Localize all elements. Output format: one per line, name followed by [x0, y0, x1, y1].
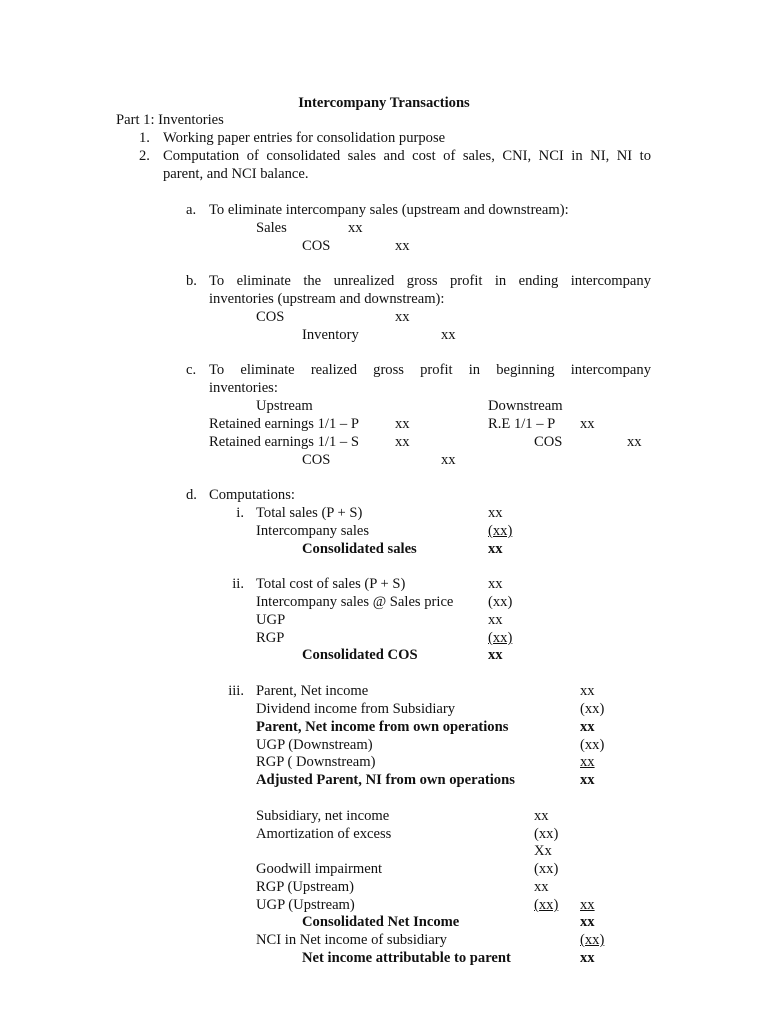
section-c-letter: c. [186, 362, 197, 378]
nci-amount: (xx) [580, 932, 605, 948]
down-cos-account: COS [534, 434, 563, 450]
comp-label: Subsidiary, net income [256, 808, 390, 824]
consolidated-sales-label: Consolidated sales [302, 541, 417, 557]
comp-label: Goodwill impairment [256, 861, 383, 877]
list-number-2: 2. [139, 148, 150, 164]
up-re-p-amount: xx [395, 416, 410, 432]
section-b-line2: inventories (upstream and downstream): [209, 291, 445, 307]
comp-label: RGP ( Downstream) [256, 754, 376, 770]
comp-amount: (xx) [534, 897, 559, 913]
comp-label: Parent, Net income [256, 683, 369, 699]
comp-label: UGP (Downstream) [256, 737, 373, 753]
comp-label: Total sales (P + S) [256, 505, 363, 521]
section-c-line2: inventories: [209, 380, 278, 396]
a-debit-account: Sales [256, 220, 287, 236]
comp-label: RGP (Upstream) [256, 879, 354, 895]
section-d-letter: d. [186, 487, 197, 503]
comp-amount: xx [488, 505, 503, 521]
section-c-line1: To eliminate realized gross profit in beginning intercompany [209, 362, 651, 378]
comp-amount: (xx) [488, 594, 513, 610]
comp-label: Intercompany sales [256, 523, 370, 539]
comp-amount-col2: xx [580, 897, 595, 913]
up-re-s-account: Retained earnings 1/1 – S [209, 434, 359, 450]
comp-amount: (xx) [580, 737, 605, 753]
b-credit-amount: xx [441, 327, 456, 343]
section-a-heading: To eliminate intercompany sales (upstream and downstream): [209, 202, 569, 218]
comp-amount: xx [534, 879, 549, 895]
consolidated-sales-amount: xx [488, 541, 503, 557]
upstream-label: Upstream [256, 398, 313, 414]
up-re-p-account: Retained earnings 1/1 – P [209, 416, 359, 432]
parent-ni-own-ops-amount: xx [580, 719, 595, 735]
section-b-line1: To eliminate the unrealized gross profit in ending intercompany [209, 273, 651, 289]
comp-amount: (xx) [488, 523, 513, 539]
comp-amount: xx [534, 808, 549, 824]
up-re-s-amount: xx [395, 434, 410, 450]
comp-amount: (xx) [580, 701, 605, 717]
comp-label: UGP (Upstream) [256, 897, 355, 913]
adjusted-parent-ni-amount: xx [580, 772, 595, 788]
up-cos-account: COS [302, 452, 331, 468]
comp-amount: xx [488, 612, 503, 628]
comp-amount: (xx) [534, 861, 559, 877]
a-credit-amount: xx [395, 238, 410, 254]
b-debit-account: COS [256, 309, 285, 325]
down-re-account: R.E 1/1 – P [488, 416, 556, 432]
comp-amount: Xx [534, 843, 552, 859]
up-cos-amount: xx [441, 452, 456, 468]
list-number-1: 1. [139, 130, 150, 146]
section-b-letter: b. [186, 273, 197, 289]
parent-ni-own-ops-label: Parent, Net income from own operations [256, 719, 509, 735]
consolidated-cos-amount: xx [488, 647, 503, 663]
roman-iii: iii. [228, 683, 244, 699]
comp-label: RGP [256, 630, 285, 646]
comp-label: Amortization of excess [256, 826, 392, 842]
consolidated-cos-label: Consolidated COS [302, 647, 418, 663]
roman-i: i. [236, 505, 244, 521]
ni-attributable-parent-amount: xx [580, 950, 595, 966]
downstream-label: Downstream [488, 398, 563, 414]
comp-label: Dividend income from Subsidiary [256, 701, 456, 717]
part-heading: Part 1: Inventories [116, 112, 224, 128]
ni-attributable-parent-label: Net income attributable to parent [302, 950, 511, 966]
comp-label: Total cost of sales (P + S) [256, 576, 406, 592]
down-cos-amount: xx [627, 434, 642, 450]
list-item-2-line2: parent, and NCI balance. [163, 166, 309, 182]
section-d-heading: Computations: [209, 487, 295, 503]
consolidated-net-income-amount: xx [580, 914, 595, 930]
comp-amount: xx [580, 683, 595, 699]
comp-amount: xx [488, 576, 503, 592]
down-re-amount: xx [580, 416, 595, 432]
comp-label: UGP [256, 612, 286, 628]
nci-label: NCI in Net income of subsidiary [256, 932, 447, 948]
consolidated-net-income-label: Consolidated Net Income [302, 914, 460, 930]
comp-amount: (xx) [488, 630, 513, 646]
list-item-2-line1: Computation of consolidated sales and cost of sales, CNI, NCI in NI, NI to [163, 148, 651, 164]
comp-amount: xx [580, 754, 595, 770]
list-item-1: Working paper entries for consolidation purpose [163, 130, 446, 146]
document-title: Intercompany Transactions [298, 95, 470, 111]
comp-label: Intercompany sales @ Sales price [256, 594, 454, 610]
adjusted-parent-ni-label: Adjusted Parent, NI from own operations [256, 772, 515, 788]
a-debit-amount: xx [348, 220, 363, 236]
comp-amount: (xx) [534, 826, 559, 842]
a-credit-account: COS [302, 238, 331, 254]
b-credit-account: Inventory [302, 327, 359, 343]
roman-ii: ii. [232, 576, 244, 592]
b-debit-amount: xx [395, 309, 410, 325]
section-a-letter: a. [186, 202, 197, 218]
